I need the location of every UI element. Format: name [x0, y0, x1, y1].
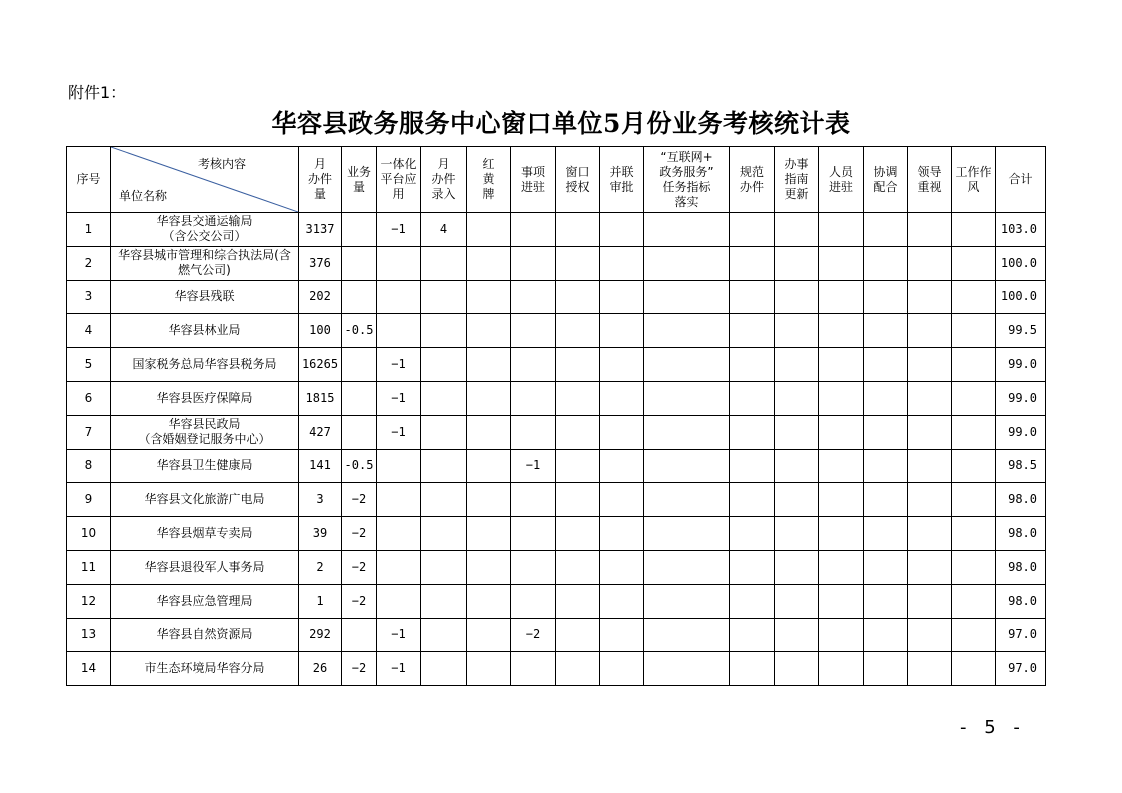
- table-row: [67, 618, 1046, 652]
- row-seq: 8: [67, 449, 111, 483]
- row-score-cell: [467, 415, 511, 449]
- row-score-cell: [467, 652, 511, 686]
- header-unit-name: 单位名称: [119, 189, 168, 203]
- row-score-cell: [908, 550, 952, 584]
- row-score-cell: [556, 517, 600, 551]
- row-score-cell: −1: [377, 652, 421, 686]
- table-row: [67, 584, 1046, 618]
- row-score-cell: [819, 550, 864, 584]
- row-score-cell: [644, 618, 730, 652]
- row-score-cell: [864, 550, 908, 584]
- row-total: 103.0: [996, 213, 1046, 247]
- row-score-cell: [644, 652, 730, 686]
- row-score-cell: [730, 381, 775, 415]
- row-score-cell: [864, 280, 908, 314]
- row-score-cell: [730, 517, 775, 551]
- row-score-cell: [600, 314, 644, 348]
- row-score-cell: [775, 348, 819, 382]
- row-score-cell: [908, 246, 952, 280]
- row-score-cell: [600, 652, 644, 686]
- row-score-cell: [908, 517, 952, 551]
- row-score-cell: [421, 415, 467, 449]
- row-total: 99.5: [996, 314, 1046, 348]
- row-total: 98.0: [996, 550, 1046, 584]
- row-score-cell: [556, 449, 600, 483]
- row-score-cell: [775, 213, 819, 247]
- row-score-cell: −1: [377, 348, 421, 382]
- row-score-cell: −1: [377, 618, 421, 652]
- row-score-cell: 16265: [299, 348, 342, 382]
- row-score-cell: [952, 280, 996, 314]
- row-score-cell: [775, 415, 819, 449]
- row-score-cell: [600, 483, 644, 517]
- row-score-cell: [952, 483, 996, 517]
- row-score-cell: [556, 280, 600, 314]
- row-seq: 10: [67, 517, 111, 551]
- row-score-cell: [908, 618, 952, 652]
- row-score-cell: [775, 246, 819, 280]
- row-score-cell: [342, 280, 377, 314]
- row-score-cell: [467, 550, 511, 584]
- header-col: 领导 重视: [908, 147, 952, 213]
- row-total: 99.0: [996, 348, 1046, 382]
- row-score-cell: [511, 652, 556, 686]
- row-score-cell: 292: [299, 618, 342, 652]
- row-score-cell: 39: [299, 517, 342, 551]
- row-score-cell: [377, 314, 421, 348]
- row-score-cell: [600, 517, 644, 551]
- row-score-cell: [511, 584, 556, 618]
- row-score-cell: −1: [377, 381, 421, 415]
- row-score-cell: [819, 449, 864, 483]
- row-score-cell: [421, 449, 467, 483]
- row-score-cell: [952, 550, 996, 584]
- row-score-cell: [908, 415, 952, 449]
- row-score-cell: [952, 314, 996, 348]
- row-score-cell: [730, 246, 775, 280]
- row-score-cell: [730, 314, 775, 348]
- row-score-cell: [644, 517, 730, 551]
- row-seq: 2: [67, 246, 111, 280]
- row-score-cell: [467, 213, 511, 247]
- row-score-cell: [864, 314, 908, 348]
- row-unit-name: 市生态环境局华容分局: [111, 652, 299, 686]
- row-unit-name: 国家税务总局华容县税务局: [111, 348, 299, 382]
- row-score-cell: 100: [299, 314, 342, 348]
- row-score-cell: [908, 652, 952, 686]
- row-score-cell: [952, 618, 996, 652]
- row-score-cell: [952, 348, 996, 382]
- row-seq: 7: [67, 415, 111, 449]
- row-score-cell: [377, 483, 421, 517]
- header-row: [67, 147, 1046, 213]
- header-col: 人员 进驻: [819, 147, 864, 213]
- row-score-cell: [952, 381, 996, 415]
- row-score-cell: [421, 584, 467, 618]
- row-score-cell: -0.5: [342, 314, 377, 348]
- header-col: 月 办件 量: [299, 147, 342, 213]
- row-score-cell: [600, 246, 644, 280]
- row-unit-name: 华容县残联: [111, 280, 299, 314]
- row-score-cell: [864, 246, 908, 280]
- row-score-cell: [730, 652, 775, 686]
- row-score-cell: [775, 517, 819, 551]
- row-unit-name: 华容县民政局 （含婚姻登记服务中心）: [111, 415, 299, 449]
- row-score-cell: [730, 584, 775, 618]
- row-score-cell: [864, 618, 908, 652]
- row-total: 99.0: [996, 381, 1046, 415]
- row-score-cell: [421, 483, 467, 517]
- row-score-cell: [377, 584, 421, 618]
- row-unit-name: 华容县文化旅游广电局: [111, 483, 299, 517]
- header-col-total: 合计: [996, 147, 1046, 213]
- row-score-cell: [421, 314, 467, 348]
- row-score-cell: [644, 584, 730, 618]
- table-row: [67, 483, 1046, 517]
- row-score-cell: −2: [342, 550, 377, 584]
- row-score-cell: [600, 584, 644, 618]
- row-score-cell: [600, 415, 644, 449]
- table-row: [67, 550, 1046, 584]
- row-score-cell: [467, 348, 511, 382]
- row-score-cell: [775, 584, 819, 618]
- row-score-cell: [908, 449, 952, 483]
- row-score-cell: [864, 348, 908, 382]
- row-seq: 11: [67, 550, 111, 584]
- row-score-cell: [730, 213, 775, 247]
- table-row: [67, 314, 1046, 348]
- row-score-cell: [775, 550, 819, 584]
- header-col: 办事 指南 更新: [775, 147, 819, 213]
- row-score-cell: 4: [421, 213, 467, 247]
- row-score-cell: [467, 314, 511, 348]
- row-score-cell: [730, 618, 775, 652]
- header-seq: 序号: [67, 147, 111, 213]
- row-score-cell: [775, 618, 819, 652]
- row-unit-name: 华容县城市管理和综合执法局(含 燃气公司): [111, 246, 299, 280]
- header-col: 红 黄 牌: [467, 147, 511, 213]
- row-seq: 5: [67, 348, 111, 382]
- row-score-cell: −1: [377, 415, 421, 449]
- row-score-cell: [511, 246, 556, 280]
- row-score-cell: [511, 213, 556, 247]
- row-score-cell: [467, 381, 511, 415]
- row-score-cell: [644, 246, 730, 280]
- table-row: [67, 246, 1046, 280]
- header-col: 并联 审批: [600, 147, 644, 213]
- row-unit-name: 华容县医疗保障局: [111, 381, 299, 415]
- row-score-cell: [864, 483, 908, 517]
- row-score-cell: [819, 314, 864, 348]
- row-score-cell: [556, 584, 600, 618]
- row-score-cell: [467, 246, 511, 280]
- row-total: 98.5: [996, 449, 1046, 483]
- assessment-table: [66, 146, 1046, 686]
- row-total: 98.0: [996, 584, 1046, 618]
- row-seq: 6: [67, 381, 111, 415]
- row-unit-name: 华容县烟草专卖局: [111, 517, 299, 551]
- row-score-cell: [644, 449, 730, 483]
- row-score-cell: [908, 213, 952, 247]
- row-score-cell: [511, 381, 556, 415]
- row-score-cell: [864, 584, 908, 618]
- row-score-cell: [377, 449, 421, 483]
- row-score-cell: [644, 483, 730, 517]
- row-score-cell: [952, 449, 996, 483]
- row-score-cell: [775, 483, 819, 517]
- row-score-cell: [421, 381, 467, 415]
- row-score-cell: [952, 652, 996, 686]
- row-score-cell: −2: [342, 517, 377, 551]
- row-score-cell: [864, 449, 908, 483]
- row-score-cell: 1815: [299, 381, 342, 415]
- row-score-cell: [908, 348, 952, 382]
- row-score-cell: [600, 449, 644, 483]
- header-col: “互联网+ 政务服务” 任务指标 落实: [644, 147, 730, 213]
- row-score-cell: [600, 618, 644, 652]
- row-score-cell: [864, 381, 908, 415]
- row-score-cell: [644, 381, 730, 415]
- row-score-cell: [421, 348, 467, 382]
- row-score-cell: [342, 213, 377, 247]
- row-score-cell: [908, 584, 952, 618]
- row-score-cell: [600, 280, 644, 314]
- row-score-cell: [556, 381, 600, 415]
- header-col: 月 办件 录入: [421, 147, 467, 213]
- row-score-cell: [819, 517, 864, 551]
- row-unit-name: 华容县应急管理局: [111, 584, 299, 618]
- row-score-cell: [952, 584, 996, 618]
- row-unit-name: 华容县卫生健康局: [111, 449, 299, 483]
- row-score-cell: [775, 314, 819, 348]
- row-total: 99.0: [996, 415, 1046, 449]
- row-score-cell: [421, 550, 467, 584]
- table-row: [67, 280, 1046, 314]
- table-row: [67, 449, 1046, 483]
- row-score-cell: [644, 550, 730, 584]
- row-score-cell: [644, 213, 730, 247]
- row-score-cell: [467, 584, 511, 618]
- row-unit-name: 华容县自然资源局: [111, 618, 299, 652]
- row-score-cell: [908, 280, 952, 314]
- row-total: 97.0: [996, 652, 1046, 686]
- row-score-cell: [467, 483, 511, 517]
- row-score-cell: -0.5: [342, 449, 377, 483]
- row-score-cell: [377, 246, 421, 280]
- row-score-cell: [908, 314, 952, 348]
- row-score-cell: [600, 550, 644, 584]
- row-score-cell: [952, 246, 996, 280]
- row-score-cell: [511, 348, 556, 382]
- table-row: [67, 415, 1046, 449]
- row-score-cell: [556, 314, 600, 348]
- row-score-cell: 2: [299, 550, 342, 584]
- header-col: 协调 配合: [864, 147, 908, 213]
- row-score-cell: [556, 652, 600, 686]
- row-score-cell: [342, 415, 377, 449]
- row-score-cell: 1: [299, 584, 342, 618]
- row-score-cell: [952, 415, 996, 449]
- row-score-cell: 3137: [299, 213, 342, 247]
- row-score-cell: [342, 381, 377, 415]
- row-score-cell: [819, 652, 864, 686]
- row-score-cell: 427: [299, 415, 342, 449]
- header-col: 窗口 授权: [556, 147, 600, 213]
- row-score-cell: [421, 280, 467, 314]
- row-score-cell: [342, 348, 377, 382]
- row-score-cell: [377, 550, 421, 584]
- row-score-cell: 3: [299, 483, 342, 517]
- row-score-cell: [511, 314, 556, 348]
- row-total: 100.0: [996, 280, 1046, 314]
- row-score-cell: [467, 280, 511, 314]
- row-score-cell: [467, 517, 511, 551]
- row-score-cell: [819, 246, 864, 280]
- row-score-cell: [730, 449, 775, 483]
- row-unit-name: 华容县退役军人事务局: [111, 550, 299, 584]
- table-row: [67, 381, 1046, 415]
- table-row: [67, 652, 1046, 686]
- row-score-cell: −1: [377, 213, 421, 247]
- row-score-cell: [819, 381, 864, 415]
- row-score-cell: [467, 618, 511, 652]
- row-score-cell: [511, 550, 556, 584]
- row-seq: 13: [67, 618, 111, 652]
- row-score-cell: [556, 483, 600, 517]
- row-score-cell: −2: [342, 483, 377, 517]
- row-score-cell: [730, 550, 775, 584]
- row-score-cell: [819, 348, 864, 382]
- row-unit-name: 华容县交通运输局 （含公交公司）: [111, 213, 299, 247]
- row-score-cell: [342, 246, 377, 280]
- row-score-cell: [600, 381, 644, 415]
- row-score-cell: [730, 348, 775, 382]
- table-row: [67, 213, 1046, 247]
- row-score-cell: [556, 618, 600, 652]
- row-score-cell: [775, 449, 819, 483]
- row-score-cell: [600, 213, 644, 247]
- row-score-cell: [819, 213, 864, 247]
- row-score-cell: [644, 415, 730, 449]
- row-score-cell: −2: [342, 584, 377, 618]
- row-score-cell: [511, 280, 556, 314]
- row-score-cell: [864, 213, 908, 247]
- row-score-cell: [819, 483, 864, 517]
- row-score-cell: [556, 246, 600, 280]
- row-total: 98.0: [996, 517, 1046, 551]
- row-score-cell: [511, 483, 556, 517]
- header-col: 一体化 平台应 用: [377, 147, 421, 213]
- row-score-cell: [775, 381, 819, 415]
- row-score-cell: [908, 381, 952, 415]
- row-score-cell: [421, 246, 467, 280]
- row-score-cell: [511, 415, 556, 449]
- row-score-cell: [952, 213, 996, 247]
- row-unit-name: 华容县林业局: [111, 314, 299, 348]
- row-score-cell: [644, 314, 730, 348]
- row-score-cell: [864, 652, 908, 686]
- row-score-cell: [819, 584, 864, 618]
- page-number: - 5 -: [960, 717, 1026, 738]
- row-score-cell: [730, 415, 775, 449]
- row-seq: 14: [67, 652, 111, 686]
- row-score-cell: [421, 517, 467, 551]
- header-assessment-content: 考核内容: [197, 157, 246, 171]
- row-score-cell: [421, 618, 467, 652]
- row-seq: 1: [67, 213, 111, 247]
- row-score-cell: [952, 517, 996, 551]
- row-seq: 3: [67, 280, 111, 314]
- attachment-label: 附件1：: [68, 83, 127, 102]
- row-seq: 4: [67, 314, 111, 348]
- row-score-cell: [342, 618, 377, 652]
- row-score-cell: 26: [299, 652, 342, 686]
- row-score-cell: [556, 213, 600, 247]
- row-score-cell: 202: [299, 280, 342, 314]
- row-score-cell: [908, 483, 952, 517]
- row-score-cell: [730, 483, 775, 517]
- row-score-cell: [377, 280, 421, 314]
- row-score-cell: [819, 618, 864, 652]
- row-score-cell: [819, 280, 864, 314]
- row-score-cell: [467, 449, 511, 483]
- page-title: 华容县政务服务中心窗口单位5月份业务考核统计表: [271, 109, 851, 138]
- row-score-cell: [775, 652, 819, 686]
- row-seq: 12: [67, 584, 111, 618]
- row-score-cell: [644, 348, 730, 382]
- row-score-cell: [864, 415, 908, 449]
- header-col: 事项 进驻: [511, 147, 556, 213]
- row-score-cell: 376: [299, 246, 342, 280]
- header-diagonal-cell: [111, 147, 299, 213]
- row-score-cell: [556, 348, 600, 382]
- row-score-cell: [556, 415, 600, 449]
- row-seq: 9: [67, 483, 111, 517]
- row-score-cell: −2: [342, 652, 377, 686]
- row-score-cell: [730, 280, 775, 314]
- header-col: 业务 量: [342, 147, 377, 213]
- header-col: 规范 办件: [730, 147, 775, 213]
- row-score-cell: −1: [511, 449, 556, 483]
- row-score-cell: [377, 517, 421, 551]
- row-total: 97.0: [996, 618, 1046, 652]
- row-score-cell: [775, 280, 819, 314]
- row-score-cell: 141: [299, 449, 342, 483]
- header-col: 工作作 风: [952, 147, 996, 213]
- row-score-cell: −2: [511, 618, 556, 652]
- row-score-cell: [421, 652, 467, 686]
- table-row: [67, 348, 1046, 382]
- row-score-cell: [864, 517, 908, 551]
- row-score-cell: [644, 280, 730, 314]
- row-total: 100.0: [996, 246, 1046, 280]
- row-score-cell: [556, 550, 600, 584]
- row-score-cell: [600, 348, 644, 382]
- row-total: 98.0: [996, 483, 1046, 517]
- table-row: [67, 517, 1046, 551]
- row-score-cell: [819, 415, 864, 449]
- row-score-cell: [511, 517, 556, 551]
